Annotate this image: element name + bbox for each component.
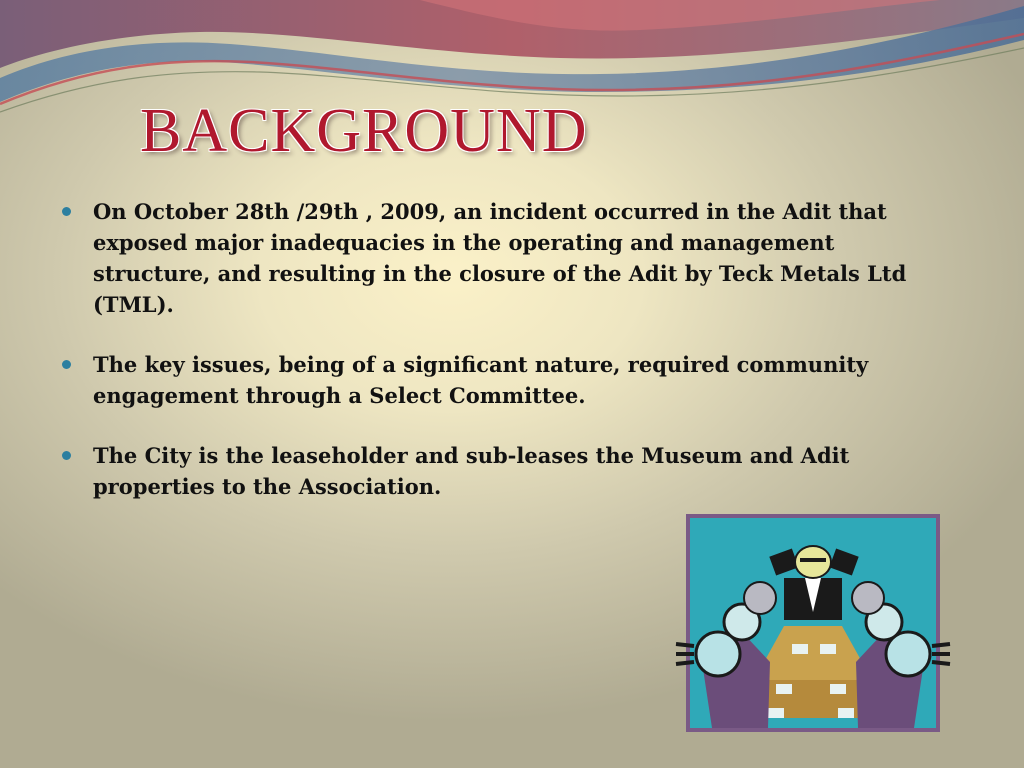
bullet-text: The City is the leaseholder and sub-leases the Museum and Adit properties to the Association. <box>93 443 850 499</box>
meeting-clipart <box>672 512 954 734</box>
bullet-item <box>62 349 912 411</box>
slide-title: BACKGROUND <box>140 97 588 165</box>
bullet-dot-icon <box>62 207 71 216</box>
bullet-list <box>62 196 912 531</box>
bullet-dot-icon <box>62 451 71 460</box>
bullet-text: On October 28th /29th , 2009, an incident occurred in the Adit that exposed major inadequacies in the operating and management structure, and resulting in the closure of the Adit by Teck Metals Ltd (TML). <box>93 199 907 317</box>
bullet-item <box>62 196 912 320</box>
bullet-item <box>62 440 912 502</box>
bullet-text: The key issues, being of a significant nature, required community engagement through a Select Committee. <box>93 352 869 408</box>
bullet-dot-icon <box>62 360 71 369</box>
